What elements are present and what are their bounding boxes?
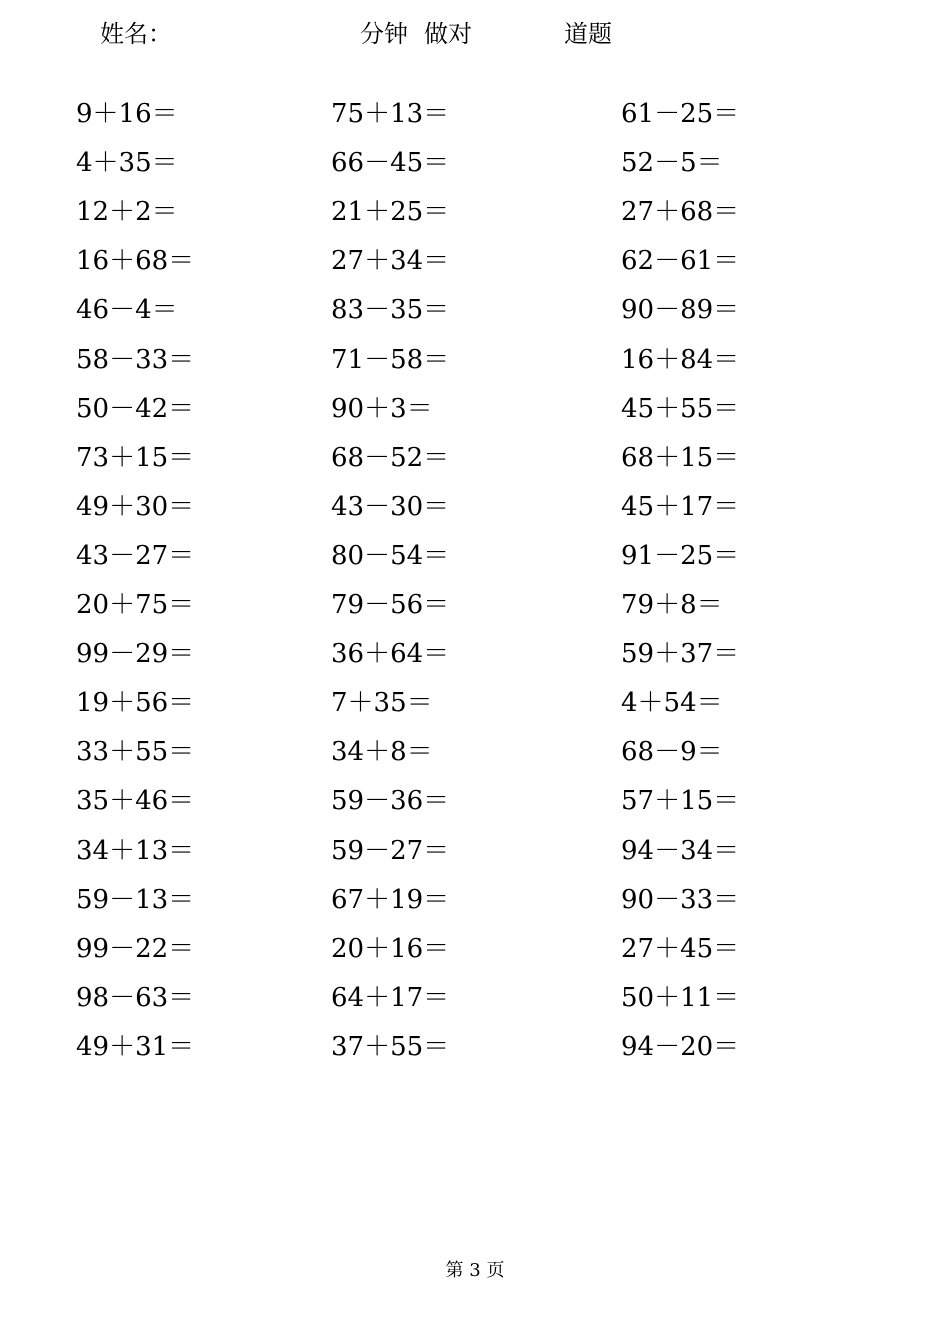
problem-item: 21＋25＝ (331, 197, 450, 228)
problem-item: 36＋64＝ (331, 639, 450, 670)
problem-item: 43－27＝ (76, 540, 195, 571)
problem-item: 83－35＝ (331, 295, 450, 326)
problem-item: 4＋35＝ (76, 148, 178, 179)
problem-item: 45＋17＝ (621, 491, 740, 522)
problem-item: 57＋15＝ (621, 786, 740, 817)
problem-item: 34＋8＝ (331, 737, 433, 768)
problem-item: 90＋3＝ (331, 393, 433, 424)
problem-item: 20＋16＝ (331, 933, 450, 964)
problem-item: 27＋68＝ (621, 197, 740, 228)
problem-item: 71－58＝ (331, 344, 450, 375)
problem-item: 68＋15＝ (621, 442, 740, 473)
problem-item: 52－5＝ (621, 148, 723, 179)
problem-item: 43－30＝ (331, 491, 450, 522)
problem-item: 67＋19＝ (331, 884, 450, 915)
problem-item: 45＋55＝ (621, 393, 740, 424)
problem-item: 59＋37＝ (621, 639, 740, 670)
problem-item: 16＋84＝ (621, 344, 740, 375)
name-label: 姓名： (100, 20, 172, 48)
correct-label: 做对 (424, 20, 472, 48)
problem-item: 59－13＝ (76, 884, 195, 915)
problem-item: 90－89＝ (621, 295, 740, 326)
problem-item: 7＋35＝ (331, 688, 433, 719)
problem-item: 68－9＝ (621, 737, 723, 768)
problem-item: 73＋15＝ (76, 442, 195, 473)
problem-item: 19＋56＝ (76, 688, 195, 719)
problem-item: 49＋31＝ (76, 1031, 195, 1062)
problem-item: 62－61＝ (621, 246, 740, 277)
problem-item: 79＋8＝ (621, 590, 723, 620)
problem-item: 58－33＝ (76, 344, 195, 375)
problem-item: 79－56＝ (331, 590, 450, 620)
problem-item: 99－29＝ (76, 639, 195, 670)
problem-item: 68－52＝ (331, 442, 450, 473)
problem-item: 99－22＝ (76, 933, 195, 964)
problem-item: 64＋17＝ (331, 982, 450, 1013)
problem-item: 94－34＝ (621, 835, 740, 866)
page-number: 第 3 页 (445, 1260, 505, 1281)
problem-item: 94－20＝ (621, 1031, 740, 1062)
problem-item: 49＋30＝ (76, 491, 195, 522)
problem-item: 59－36＝ (331, 786, 450, 817)
problem-item: 46－4＝ (76, 295, 178, 326)
problem-item: 27＋34＝ (331, 246, 450, 277)
problem-item: 90－33＝ (621, 884, 740, 915)
problem-item: 35＋46＝ (76, 786, 195, 817)
problem-item: 4＋54＝ (621, 688, 723, 719)
problem-item: 50＋11＝ (621, 982, 740, 1013)
problem-item: 12＋2＝ (76, 197, 178, 228)
problem-item: 98－63＝ (76, 982, 195, 1013)
problem-item: 59－27＝ (331, 835, 450, 866)
problem-item: 50－42＝ (76, 393, 195, 424)
problem-item: 27＋45＝ (621, 933, 740, 964)
problem-item: 16＋68＝ (76, 246, 195, 277)
problem-item: 66－45＝ (331, 148, 450, 179)
problem-item: 33＋55＝ (76, 737, 195, 768)
problem-item: 20＋75＝ (76, 590, 195, 620)
problem-item: 61－25＝ (621, 99, 740, 129)
problem-item: 9＋16＝ (76, 99, 178, 129)
problem-item: 37＋55＝ (331, 1031, 450, 1062)
problem-item: 75＋13＝ (331, 99, 450, 129)
questions-label: 道题 (564, 20, 612, 48)
problem-item: 34＋13＝ (76, 835, 195, 866)
problem-item: 80－54＝ (331, 540, 450, 571)
minutes-label: 分钟 (360, 20, 408, 48)
problem-item: 91－25＝ (621, 540, 740, 571)
